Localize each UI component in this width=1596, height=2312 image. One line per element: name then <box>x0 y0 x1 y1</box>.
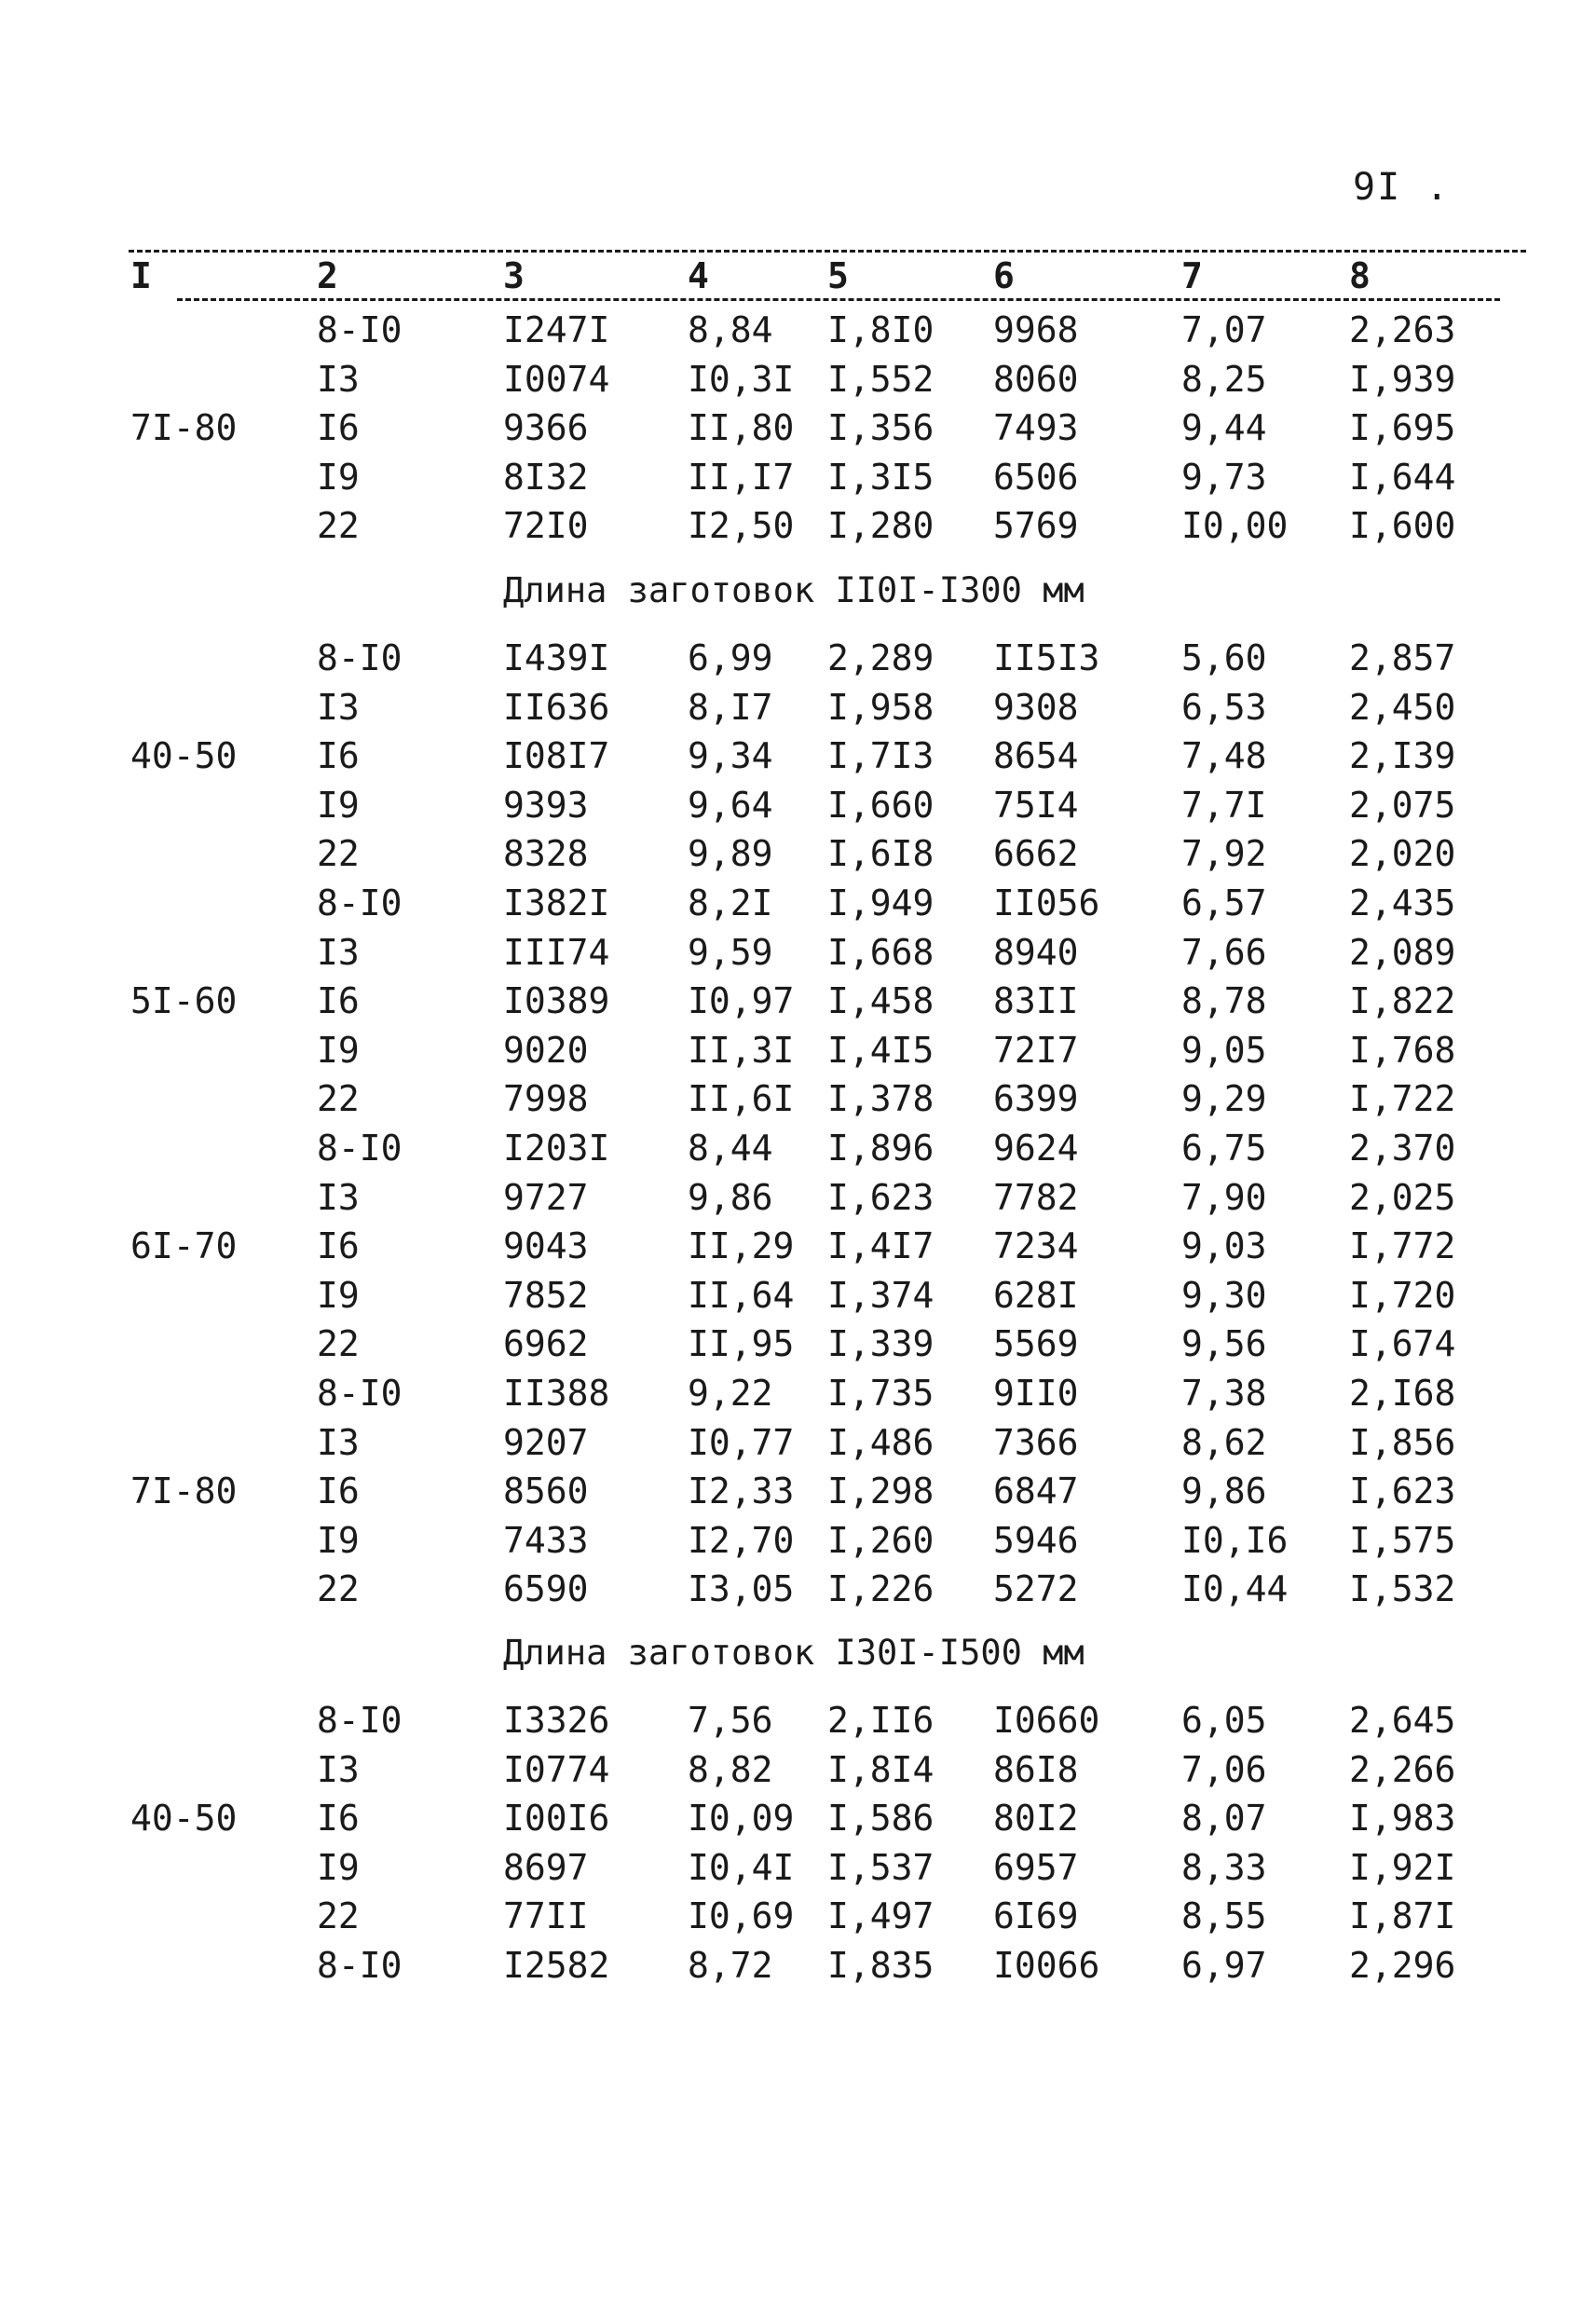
table-cell: I,835 <box>827 1945 934 1986</box>
table-cell: I9 <box>317 1846 360 1888</box>
table-cell: 7366 <box>993 1421 1079 1463</box>
table-cell: I,3I5 <box>827 456 934 498</box>
table-cell: I3 <box>317 358 360 400</box>
table-cell: 9308 <box>993 686 1079 728</box>
table-cell: I9 <box>317 784 360 826</box>
table-cell: I,260 <box>827 1519 934 1561</box>
table-cell: I3326 <box>503 1700 610 1741</box>
table-cell: 6962 <box>503 1323 589 1365</box>
table-cell: 86I8 <box>993 1748 1079 1790</box>
table-cell: I0,97 <box>688 980 795 1022</box>
table-cell: 8,07 <box>1181 1798 1267 1840</box>
column-header: I <box>130 255 152 296</box>
section-title: Длина заготовок I30I-I500 мм <box>503 1633 1084 1673</box>
table-cell: 2,289 <box>827 637 934 678</box>
table-cell: 8697 <box>503 1846 589 1888</box>
table-cell: 9,89 <box>688 833 773 875</box>
table-cell: 6506 <box>993 456 1079 498</box>
table-cell: I,374 <box>827 1274 934 1316</box>
table-cell: I,8I0 <box>827 309 934 350</box>
table-cell: 9366 <box>503 407 589 449</box>
table-cell: 6,53 <box>1181 686 1267 728</box>
table-cell: I2,33 <box>688 1471 795 1512</box>
table-cell: I6 <box>317 980 360 1022</box>
table-cell: 22 <box>317 505 360 547</box>
group-label: 7I-80 <box>130 1471 238 1512</box>
table-cell: I,983 <box>1349 1798 1456 1840</box>
table-cell: I2,50 <box>688 505 795 547</box>
table-cell: 9,64 <box>688 784 773 826</box>
table-cell: I,298 <box>827 1471 934 1512</box>
table-cell: I,958 <box>827 686 934 728</box>
table-cell: 22 <box>317 1323 360 1365</box>
table-cell: 83II <box>993 980 1079 1022</box>
table-cell: I,735 <box>827 1373 934 1414</box>
table-cell: I,532 <box>1349 1568 1456 1610</box>
table-cell: I,623 <box>1349 1471 1456 1512</box>
table-cell: I,768 <box>1349 1029 1456 1071</box>
table-cell: I,552 <box>827 358 934 400</box>
table-cell: 6,57 <box>1181 882 1267 923</box>
table-cell: II,6I <box>688 1078 795 1120</box>
table-cell: 7,90 <box>1181 1176 1267 1218</box>
table-cell: I9 <box>317 1519 360 1561</box>
header-dashed-rule <box>177 298 1500 301</box>
table-cell: 7998 <box>503 1078 589 1120</box>
table-cell: 6,75 <box>1181 1128 1267 1169</box>
table-cell: 8,33 <box>1181 1846 1267 1888</box>
column-header: 8 <box>1349 255 1371 296</box>
table-cell: 6,05 <box>1181 1700 1267 1741</box>
column-header: 4 <box>688 255 709 296</box>
table-cell: I,497 <box>827 1895 934 1937</box>
table-cell: 8940 <box>993 931 1079 973</box>
table-cell: 8060 <box>993 358 1079 400</box>
table-cell: I,87I <box>1349 1895 1456 1937</box>
table-cell: 72I7 <box>993 1029 1079 1071</box>
table-cell: 7852 <box>503 1274 589 1316</box>
table-cell: 9,05 <box>1181 1029 1267 1071</box>
table-cell: I3 <box>317 1421 360 1463</box>
table-cell: I,586 <box>827 1798 934 1840</box>
table-cell: I2582 <box>503 1945 610 1986</box>
section-title: Длина заготовок II0I-I300 мм <box>503 570 1084 610</box>
table-cell: 7234 <box>993 1225 1079 1267</box>
table-cell: 6,97 <box>1181 1945 1267 1986</box>
page-number: 9I . <box>1353 166 1451 209</box>
table-cell: 9,56 <box>1181 1323 1267 1365</box>
table-cell: 9,29 <box>1181 1078 1267 1120</box>
table-cell: 9II0 <box>993 1373 1079 1414</box>
table-cell: 7,38 <box>1181 1373 1267 1414</box>
table-cell: 7,7I <box>1181 784 1267 826</box>
table-cell: I,280 <box>827 505 934 547</box>
table-cell: 7493 <box>993 407 1079 449</box>
table-cell: 628I <box>993 1274 1079 1316</box>
column-header: 2 <box>317 255 338 296</box>
table-cell: 6662 <box>993 833 1079 875</box>
table-cell: 9207 <box>503 1421 589 1463</box>
table-cell: 2,857 <box>1349 637 1456 678</box>
table-cell: I,378 <box>827 1078 934 1120</box>
table-cell: 9,73 <box>1181 456 1267 498</box>
table-cell: 2,370 <box>1349 1128 1456 1169</box>
table-cell: I3 <box>317 931 360 973</box>
table-cell: 2,025 <box>1349 1176 1456 1218</box>
column-header: 7 <box>1181 255 1203 296</box>
table-cell: I,4I7 <box>827 1225 934 1267</box>
table-cell: 8-I0 <box>317 1128 402 1169</box>
table-cell: 8-I0 <box>317 309 402 350</box>
group-label: 6I-70 <box>130 1225 238 1267</box>
table-cell: I,575 <box>1349 1519 1456 1561</box>
table-cell: I,486 <box>827 1421 934 1463</box>
table-cell: I,226 <box>827 1568 934 1610</box>
table-cell: 6847 <box>993 1471 1079 1512</box>
table-cell: 9,03 <box>1181 1225 1267 1267</box>
table-cell: I,722 <box>1349 1078 1456 1120</box>
table-cell: I,356 <box>827 407 934 449</box>
table-cell: 8,I7 <box>688 686 773 728</box>
table-cell: I08I7 <box>503 735 610 777</box>
table-cell: 6,99 <box>688 637 773 678</box>
table-cell: 9,86 <box>688 1176 773 1218</box>
group-label: 40-50 <box>130 1798 238 1840</box>
table-cell: I,720 <box>1349 1274 1456 1316</box>
table-cell: 2,II6 <box>827 1700 934 1741</box>
table-cell: 2,263 <box>1349 309 1456 350</box>
table-cell: I0,4I <box>688 1846 795 1888</box>
table-cell: 7,07 <box>1181 309 1267 350</box>
table-cell: 9,59 <box>688 931 773 973</box>
table-cell: I0,69 <box>688 1895 795 1937</box>
table-cell: I,896 <box>827 1128 934 1169</box>
table-cell: 9624 <box>993 1128 1079 1169</box>
table-cell: 7,92 <box>1181 833 1267 875</box>
table-cell: 2,I68 <box>1349 1373 1456 1414</box>
table-cell: I,339 <box>827 1323 934 1365</box>
column-header: 6 <box>993 255 1015 296</box>
table-cell: I,695 <box>1349 407 1456 449</box>
table-cell: 9727 <box>503 1176 589 1218</box>
table-cell: 7,66 <box>1181 931 1267 973</box>
table-cell: 9393 <box>503 784 589 826</box>
table-cell: 9968 <box>993 309 1079 350</box>
table-cell: I,92I <box>1349 1846 1456 1888</box>
table-cell: 9,22 <box>688 1373 773 1414</box>
table-cell: II,80 <box>688 407 795 449</box>
table-cell: 8,62 <box>1181 1421 1267 1463</box>
table-cell: 8654 <box>993 735 1079 777</box>
table-cell: I0,77 <box>688 1421 795 1463</box>
table-cell: 8328 <box>503 833 589 875</box>
table-cell: 6957 <box>993 1846 1079 1888</box>
table-cell: I0074 <box>503 358 610 400</box>
table-cell: 8-I0 <box>317 637 402 678</box>
table-cell: 2,089 <box>1349 931 1456 973</box>
table-cell: 7,48 <box>1181 735 1267 777</box>
table-cell: 8560 <box>503 1471 589 1512</box>
table-cell: 2,645 <box>1349 1700 1456 1741</box>
table-cell: III74 <box>503 931 610 973</box>
table-cell: 8,55 <box>1181 1895 1267 1937</box>
table-cell: 8,82 <box>688 1748 773 1790</box>
table-cell: I0774 <box>503 1748 610 1790</box>
column-header: 5 <box>827 255 849 296</box>
table-cell: I439I <box>503 637 610 678</box>
table-cell: 8,44 <box>688 1128 773 1169</box>
table-cell: 80I2 <box>993 1798 1079 1840</box>
table-cell: I0066 <box>993 1945 1100 1986</box>
table-cell: I6 <box>317 1798 360 1840</box>
table-cell: I247I <box>503 309 610 350</box>
table-cell: 22 <box>317 1568 360 1610</box>
table-cell: I,537 <box>827 1846 934 1888</box>
table-cell: I2,70 <box>688 1519 795 1561</box>
table-cell: 5946 <box>993 1519 1079 1561</box>
table-cell: 2,266 <box>1349 1748 1456 1790</box>
table-cell: 7433 <box>503 1519 589 1561</box>
table-cell: 7782 <box>993 1176 1079 1218</box>
table-cell: 9,34 <box>688 735 773 777</box>
table-cell: I,856 <box>1349 1421 1456 1463</box>
table-cell: I,4I5 <box>827 1029 934 1071</box>
table-cell: I,772 <box>1349 1225 1456 1267</box>
table-cell: 6590 <box>503 1568 589 1610</box>
table-cell: 2,435 <box>1349 882 1456 923</box>
table-cell: 8,72 <box>688 1945 773 1986</box>
table-cell: II056 <box>993 882 1100 923</box>
table-cell: I6 <box>317 735 360 777</box>
table-cell: I,674 <box>1349 1323 1456 1365</box>
table-cell: I,939 <box>1349 358 1456 400</box>
table-cell: 22 <box>317 833 360 875</box>
table-cell: I,8I4 <box>827 1748 934 1790</box>
table-cell: I203I <box>503 1128 610 1169</box>
table-cell: I,822 <box>1349 980 1456 1022</box>
table-cell: 9,86 <box>1181 1471 1267 1512</box>
table-cell: 2,450 <box>1349 686 1456 728</box>
table-cell: 75I4 <box>993 784 1079 826</box>
table-cell: 9043 <box>503 1225 589 1267</box>
table-cell: I,660 <box>827 784 934 826</box>
table-cell: I382I <box>503 882 610 923</box>
table-cell: 22 <box>317 1895 360 1937</box>
table-cell: 5769 <box>993 505 1079 547</box>
table-cell: I,600 <box>1349 505 1456 547</box>
table-cell: 8-I0 <box>317 1945 402 1986</box>
table-cell: 9,44 <box>1181 407 1267 449</box>
table-cell: I,7I3 <box>827 735 934 777</box>
group-label: 5I-60 <box>130 980 238 1022</box>
table-cell: II,I7 <box>688 456 795 498</box>
table-cell: 8,78 <box>1181 980 1267 1022</box>
table-cell: I0,44 <box>1181 1568 1289 1610</box>
table-cell: I9 <box>317 456 360 498</box>
table-cell: 8-I0 <box>317 882 402 923</box>
table-cell: I3 <box>317 686 360 728</box>
table-cell: I,623 <box>827 1176 934 1218</box>
table-cell: II5I3 <box>993 637 1100 678</box>
table-cell: I,949 <box>827 882 934 923</box>
table-cell: 2,075 <box>1349 784 1456 826</box>
table-cell: 2,296 <box>1349 1945 1456 1986</box>
table-cell: I6 <box>317 1225 360 1267</box>
table-cell: 9,30 <box>1181 1274 1267 1316</box>
table-cell: I,6I8 <box>827 833 934 875</box>
table-cell: 72I0 <box>503 505 589 547</box>
table-cell: I3,05 <box>688 1568 795 1610</box>
table-cell: I,458 <box>827 980 934 1022</box>
table-cell: I0,00 <box>1181 505 1289 547</box>
table-cell: 7,06 <box>1181 1748 1267 1790</box>
table-cell: I,644 <box>1349 456 1456 498</box>
table-cell: I00I6 <box>503 1798 610 1840</box>
table-cell: I6 <box>317 1471 360 1512</box>
table-cell: 22 <box>317 1078 360 1120</box>
table-cell: I0,I6 <box>1181 1519 1289 1561</box>
table-cell: I3 <box>317 1176 360 1218</box>
table-cell: 8,2I <box>688 882 773 923</box>
table-cell: 8I32 <box>503 456 589 498</box>
table-cell: I0389 <box>503 980 610 1022</box>
table-cell: 5272 <box>993 1568 1079 1610</box>
group-label: 7I-80 <box>130 407 238 449</box>
table-cell: II636 <box>503 686 610 728</box>
table-cell: 77II <box>503 1895 589 1937</box>
table-cell: 6399 <box>993 1078 1079 1120</box>
table-cell: 6I69 <box>993 1895 1079 1937</box>
table-cell: II388 <box>503 1373 610 1414</box>
table-cell: II,64 <box>688 1274 795 1316</box>
table-cell: II,3I <box>688 1029 795 1071</box>
table-cell: 2,020 <box>1349 833 1456 875</box>
table-cell: I9 <box>317 1029 360 1071</box>
table-cell: I0660 <box>993 1700 1100 1741</box>
table-cell: 8,84 <box>688 309 773 350</box>
column-header: 3 <box>503 255 525 296</box>
table-cell: 2,I39 <box>1349 735 1456 777</box>
table-cell: I,668 <box>827 931 934 973</box>
table-cell: I9 <box>317 1274 360 1316</box>
table-cell: 5,60 <box>1181 637 1267 678</box>
table-cell: I3 <box>317 1748 360 1790</box>
table-cell: II,29 <box>688 1225 795 1267</box>
table-cell: I0,09 <box>688 1798 795 1840</box>
table-cell: 8-I0 <box>317 1700 402 1741</box>
table-cell: 9020 <box>503 1029 589 1071</box>
table-cell: I0,3I <box>688 358 795 400</box>
table-cell: 8-I0 <box>317 1373 402 1414</box>
table-cell: 8,25 <box>1181 358 1267 400</box>
group-label: 40-50 <box>130 735 238 777</box>
table-cell: 7,56 <box>688 1700 773 1741</box>
table-cell: I6 <box>317 407 360 449</box>
table-cell: 5569 <box>993 1323 1079 1365</box>
table-cell: II,95 <box>688 1323 795 1365</box>
